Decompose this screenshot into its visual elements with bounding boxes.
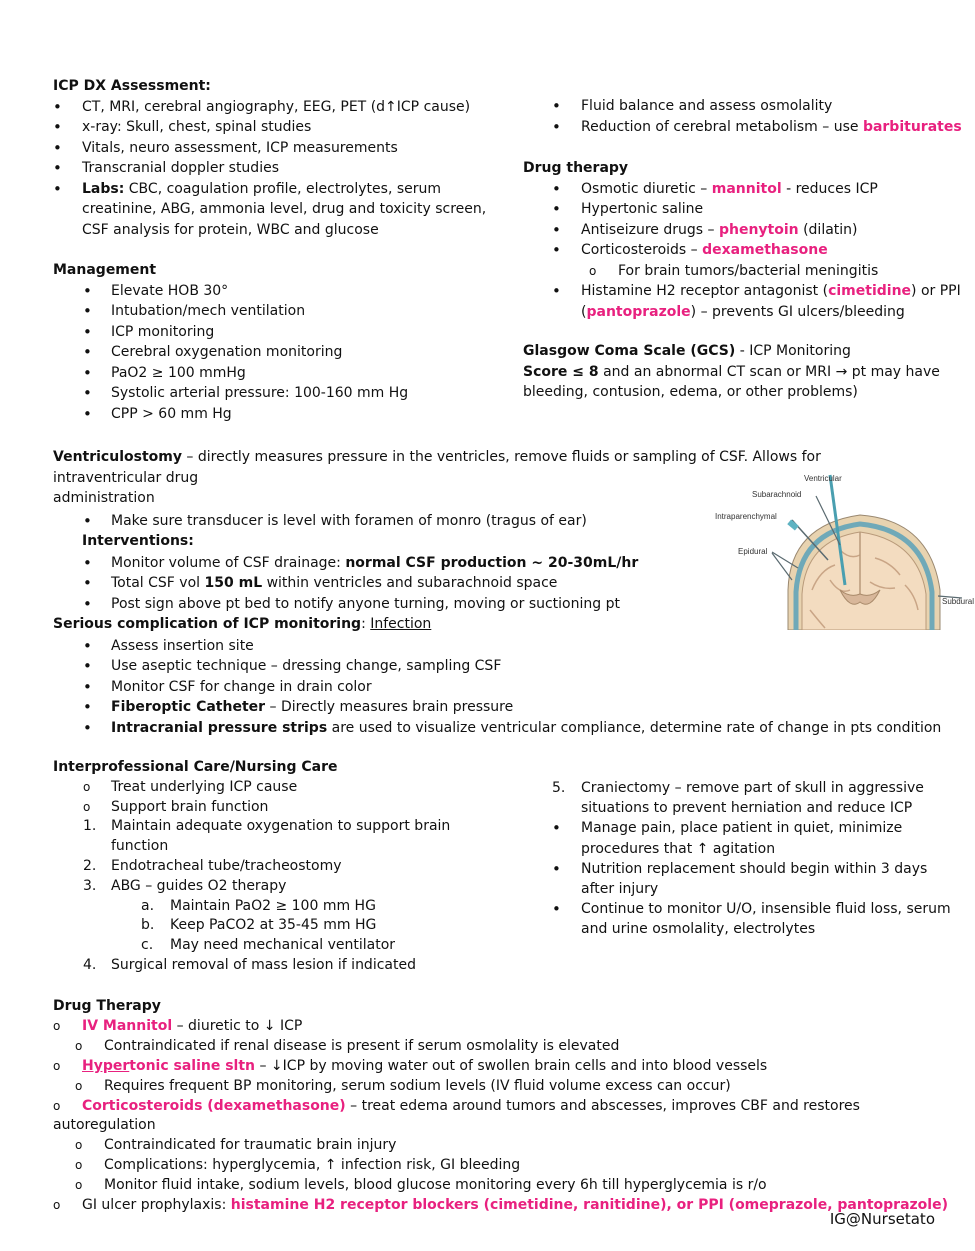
icp-dx-title: ICP DX Assessment:	[53, 78, 211, 94]
ventriculostomy-section: Ventriculostomy – directly measures pressure in the ventricles, remove fluids or sampling of CSF. Allows for intraventricular drug administration • Make sure transducer is level with foramen of monro (tragus of ear) Interventions: • Monitor volume of CSF drainage: normal CSF production ~ 20-30mL/hr • Total CSF vol 150 mL within ventricles and subarachnoid space • Post sign above pt bed to notify anyone turning, moving or suctioning pt	[53, 447, 933, 614]
list-item: • Cerebral oxygenation monitoring	[83, 342, 493, 363]
list-item: • Continue to monitor U/O, insensible fluid loss, serum and urine osmolality, electrolytes	[552, 899, 972, 939]
management-section	[53, 260, 493, 424]
list-item: • Intracranial pressure strips are used to visualize ventricular compliance, determine rate of change in pts condition	[83, 718, 953, 739]
subarachnoid-label: Subarachnoid	[752, 490, 802, 499]
numbered-item: 3. ABG – guides O2 therapy	[83, 877, 287, 894]
drug-therapy-top-title: Drug therapy	[523, 160, 629, 176]
list-subitem: o Treat underlying ICP cause	[83, 778, 298, 795]
list-subitem: o Contraindicated for traumatic brain injury	[75, 1137, 397, 1154]
interprofessional-care-right: 5. Craniectomy – remove part of skull in aggressive situations to prevent herniation and reduce ICP • Manage pain, place patient in quiet, minimize procedures that ↑ agitation • Nutrition replacement should begin within 3 days after injury • Continue to monitor U/O, insensible fluid loss, serum and urine osmolality, electrolytes	[552, 778, 972, 940]
list-subitem: o Monitor fluid intake, sodium levels, blood glucose monitoring every 6h till hyperglycemia is r/o	[75, 1177, 767, 1194]
list-item: • Use aseptic technique – dressing change, sampling CSF	[83, 656, 953, 677]
list-item: • CPP > 60 mm Hg	[83, 404, 493, 425]
footer-handle: IG@Nursetato	[829, 1210, 935, 1228]
list-item: • Monitor CSF for change in drain color	[83, 677, 953, 698]
list-item: • Systolic arterial pressure: 100-160 mm Hg	[83, 383, 493, 404]
list-item: • Fluid balance and assess osmolality	[552, 96, 972, 117]
list-item: • x-ray: Skull, chest, spinal studies	[53, 117, 493, 138]
list-item: • Histamine H2 receptor antagonist (cimetidine) or PPI (pantoprazole) – prevents GI ulcers/bleeding	[552, 281, 963, 322]
management-title: Management	[53, 262, 157, 278]
list-subitem: o Support brain function	[83, 798, 269, 815]
numbered-item: 5. Craniectomy – remove part of skull in aggressive	[552, 780, 924, 796]
list-item: • ICP monitoring	[83, 322, 493, 343]
lettered-item: b. Keep PaCO2 at 35-45 mm HG	[141, 917, 377, 934]
list-item: o IV Mannitol – diuretic to ↓ ICP	[53, 1017, 303, 1034]
ventricular-label: Ventricular	[804, 474, 842, 483]
drug-therapy-title: Drug Therapy	[53, 998, 161, 1014]
list-item: • Make sure transducer is level with foramen of monro (tragus of ear)	[83, 511, 933, 532]
list-item: • Reduction of cerebral metabolism – use barbiturates	[552, 117, 972, 138]
list-item: • Osmotic diuretic – mannitol - reduces ICP	[552, 179, 963, 200]
ventriculostomy-title: Ventriculostomy	[53, 449, 182, 465]
gcs-title: Glasgow Coma Scale (GCS)	[523, 343, 736, 359]
list-item: • Transcranial doppler studies	[53, 158, 493, 179]
numbered-item: 1. Maintain adequate oxygenation to support brain	[83, 818, 451, 835]
lettered-item: c. May need mechanical ventilator	[141, 937, 396, 954]
gcs-section: Glasgow Coma Scale (GCS) - ICP Monitoring Score ≤ 8 and an abnormal CT scan or MRI → pt may have bleeding, contusion, edema, or other problems)	[523, 343, 940, 400]
list-item: • Hypertonic saline	[552, 199, 963, 220]
list-item: • Total CSF vol 150 mL within ventricles and subarachnoid space	[83, 573, 933, 594]
list-item: o Hypertonic saline sltn – ↓ICP by moving water out of swollen brain cells and into blood vessels	[53, 1057, 768, 1074]
right-top-section	[552, 96, 972, 137]
intraparenchymal-label: Intraparenchymal	[715, 512, 777, 521]
list-item: • Assess insertion site	[83, 636, 953, 657]
numbered-item: 2. Endotracheal tube/tracheostomy	[83, 857, 342, 874]
list-item: • Intubation/mech ventilation	[83, 301, 493, 322]
numbered-item: 4. Surgical removal of mass lesion if indicated	[83, 956, 416, 973]
list-subitem: o Complications: hyperglycemia, ↑ infection risk, GI bleeding	[75, 1157, 521, 1174]
list-item: • Antiseizure drugs – phenytoin (dilatin)	[552, 220, 963, 241]
drug-therapy-section	[53, 997, 953, 1216]
list-subitem: o Requires frequent BP monitoring, serum sodium levels (IV fluid volume excess can occur)	[75, 1077, 731, 1094]
icp-dx-section	[53, 76, 493, 240]
list-item: o Corticosteroids (dexamethasone) – treat edema around tumors and abscesses, improves CBF and restores autoregulation	[53, 1097, 860, 1134]
list-item: • Elevate HOB 30°	[83, 281, 493, 302]
lettered-item: a. Maintain PaO2 ≥ 100 mm HG	[141, 897, 376, 914]
list-subitem: o Contraindicated if renal disease is present if serum osmolality is elevated	[75, 1037, 620, 1054]
serious-title: Serious complication of ICP monitoring	[53, 616, 362, 632]
epidural-label: Epidural	[738, 547, 768, 556]
subdural-label: Subdural	[942, 597, 975, 606]
interprofessional-care-section: Interprofessional Care/Nursing Care o Treat underlying ICP cause o Support brain function 1. Maintain adequate oxygenation to support brain function 2. Endotracheal tube/tracheostomy 3. ABG – guides O2 therapy a. Maintain PaO2 ≥ 100 mm HG b. Keep PaCO2 at 35-45 mm HG c. May need mechanical ventilator 4. Surgical removal of mass lesion if indicated	[53, 758, 493, 976]
list-item: • Vitals, neuro assessment, ICP measurements	[53, 138, 493, 159]
list-item: • PaO2 ≥ 100 mmHg	[83, 363, 493, 384]
drug-therapy-top-section	[523, 158, 963, 322]
list-item: • Fiberoptic Catheter – Directly measures brain pressure	[83, 697, 953, 718]
list-item: • Monitor volume of CSF drainage: normal CSF production ~ 20-30mL/hr	[83, 553, 933, 574]
list-item-labs: • Labs: CBC, coagulation profile, electrolytes, serum creatinine, ABG, ammonia level, drug and toxicity screen, CSF analysis for protein, WBC and glucose	[53, 179, 493, 241]
list-item: • Nutrition replacement should begin within 3 days after injury	[552, 859, 972, 899]
list-item: • Manage pain, place patient in quiet, minimize procedures that ↑ agitation	[552, 818, 972, 858]
list-item: • Corticosteroids – dexamethasone	[552, 240, 963, 261]
list-subitem: o For brain tumors/bacterial meningitis	[589, 261, 963, 282]
interventions-title: Interventions:	[82, 533, 194, 549]
list-item: o GI ulcer prophylaxis: histamine H2 receptor blockers (cimetidine, ranitidine), or PPI (omeprazole, pantoprazole)	[53, 1197, 948, 1214]
icp-monitoring-figure	[700, 470, 975, 630]
list-item: • Post sign above pt bed to notify anyone turning, moving or suctioning pt	[83, 594, 933, 615]
ipc-title: Interprofessional Care/Nursing Care	[53, 759, 338, 775]
serious-complication-section: Serious complication of ICP monitoring: Infection • Assess insertion site • Use aseptic technique – dressing change, sampling CSF • Monitor CSF for change in drain color • Fiberoptic Catheter – Directly measures brain pressure • Intracranial pressure strips are used to visualize ventricular compliance, determine rate of change in pts condition	[53, 614, 953, 738]
list-item: • CT, MRI, cerebral angiography, EEG, PET (d↑ICP cause)	[53, 97, 493, 118]
